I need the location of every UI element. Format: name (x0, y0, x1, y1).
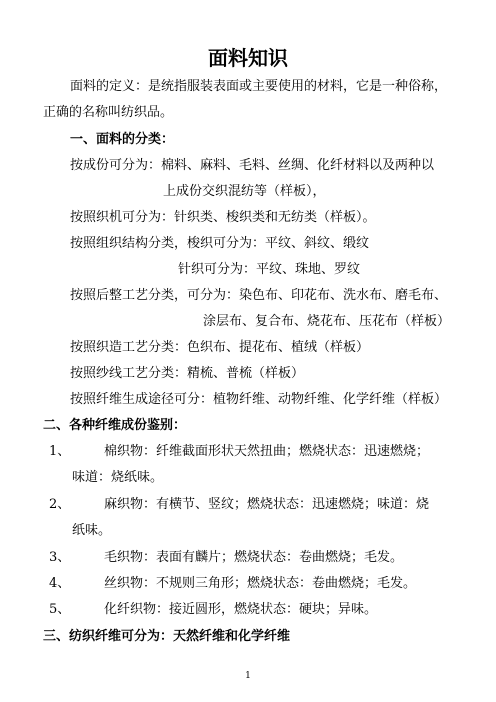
section1-line: 上成份交织混纺等（样板）， (163, 184, 326, 199)
item-text-cont: 纸味。 (72, 523, 112, 538)
item-number: 4、 (49, 576, 71, 591)
item-text: 棉织物：纤维截面形状天然扭曲；燃烧状态：迅速燃烧； (104, 444, 430, 459)
section2-heading: 二、各种纤维成份鉴别： (43, 418, 187, 433)
section3-heading: 三、纺织纤维可分为：天然纤维和化学纤维 (43, 629, 291, 644)
page-number: 1 (245, 671, 251, 681)
item-number: 3、 (49, 550, 71, 565)
item-number: 1、 (49, 444, 71, 459)
item-text: 化纤织物：接近圆形，燃烧状态：硬块；异味。 (104, 602, 378, 617)
section1-line: 按照织造工艺分类：色织布、提花布、植绒（样板） (70, 340, 370, 355)
item-text: 麻织物：有横节、竖纹；燃烧状态：迅速燃烧；味道：烧 (104, 497, 430, 512)
item-number: 2、 (49, 497, 71, 512)
section1-line: 按照后整工艺分类，可分为：染色布、印花布、洗水布、磨毛布、 (70, 288, 448, 303)
item-text-cont: 味道：烧纸味。 (72, 470, 164, 485)
section1-line: 按成份可分为：棉料、麻料、毛料、丝绸、化纤材料以及两种以 (70, 158, 435, 173)
item-text: 毛织物：表面有麟片；燃烧状态：卷曲燃烧；毛发。 (104, 550, 404, 565)
doc-title: 面料知识 (208, 46, 288, 70)
item-text: 丝织物：不规则三角形；燃烧状态：卷曲燃烧；毛发。 (104, 576, 417, 591)
section1-line: 涂层布、复合布、烧花布、压花布（样板） (203, 314, 451, 329)
intro-line-2: 正确的名称叫纺织品。 (43, 105, 174, 120)
item-number: 5、 (49, 602, 71, 617)
section1-line: 针织可分为：平纹、珠地、罗纹 (178, 262, 361, 277)
intro-line-1: 面料的定义：是统指服装表面或主要使用的材料，它是一种俗称， (70, 79, 448, 94)
section1-line: 按照纤维生成途径可分：植物纤维、动物纤维、化学纤维（样板） (70, 392, 448, 407)
section1-line: 按照织机可分为：针织类、梭织类和无纺类（样板）。 (70, 210, 376, 225)
section1-line: 按照组织结构分类，梭织可分为：平纹、斜纹、缎纹 (70, 236, 370, 251)
section1-heading: 一、面料的分类： (70, 132, 175, 147)
section1-line: 按照纱线工艺分类：精梳、普梳（样板） (70, 366, 305, 381)
